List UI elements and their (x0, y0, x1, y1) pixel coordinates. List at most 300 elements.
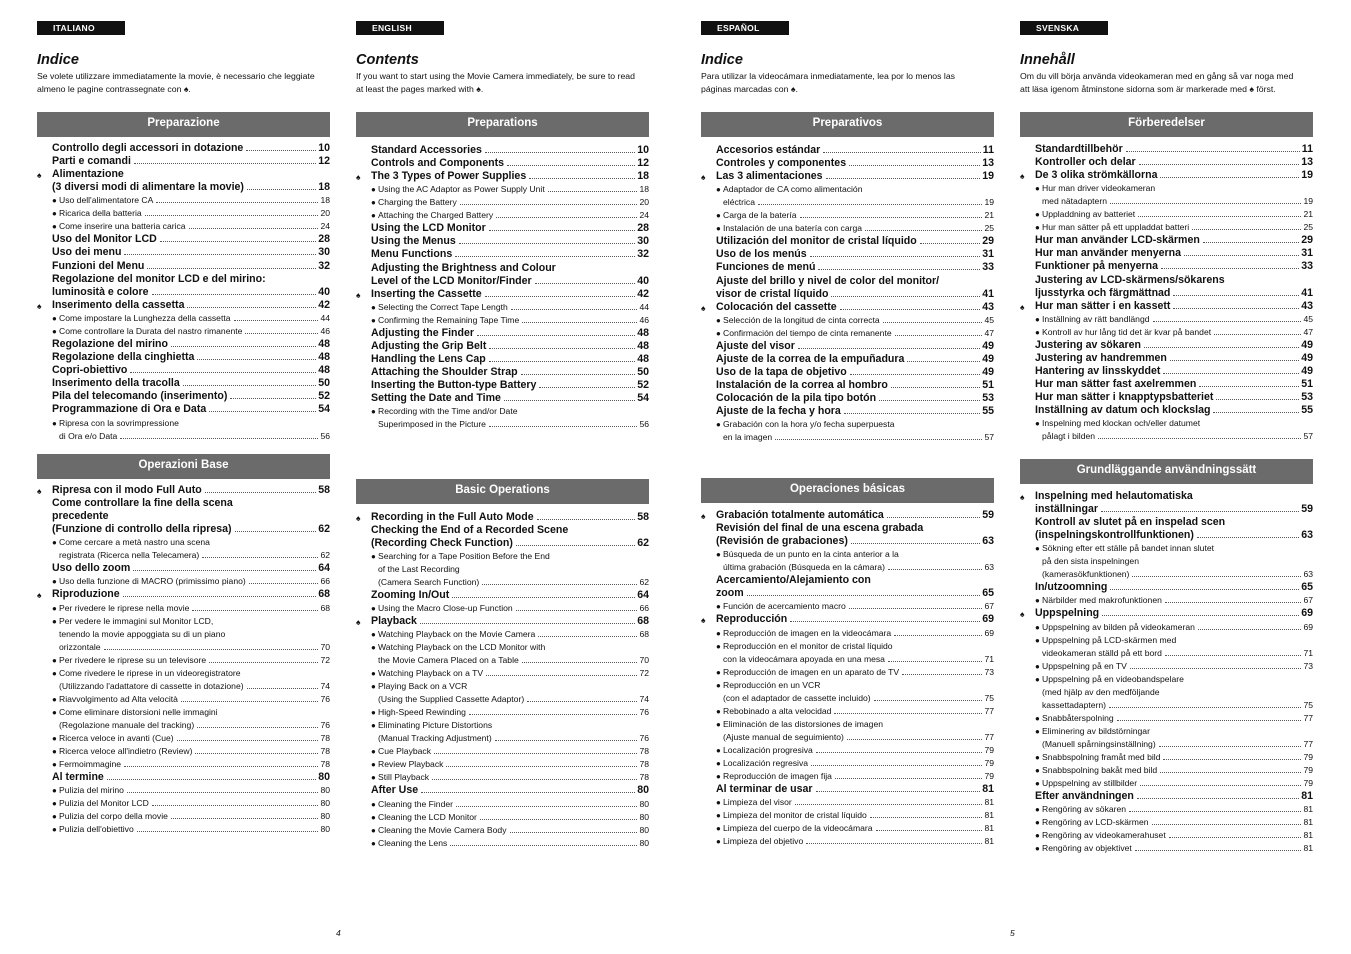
page-ref: 58 (318, 484, 330, 496)
toc-subentry (356, 706, 649, 719)
entry-text: Cleaning the Lens (378, 837, 448, 848)
bullet-icon: ● (716, 667, 721, 677)
bullet-icon: ● (1035, 817, 1040, 827)
page-ref: 67 (1303, 595, 1313, 606)
page-ref: 46 (320, 325, 330, 336)
dot-leader (894, 635, 982, 636)
toc-entry (701, 301, 994, 314)
page-ref: 80 (320, 823, 330, 834)
page-ref: 69 (1301, 607, 1313, 620)
bullet-icon: ● (1035, 778, 1040, 788)
bullet-icon: ● (371, 760, 376, 770)
page-ref: 11 (982, 144, 994, 156)
toc-subentry (701, 796, 994, 809)
toc-subentry (356, 628, 649, 641)
page-ref: 63 (1303, 569, 1313, 580)
dot-leader (811, 765, 982, 766)
dot-leader (1101, 511, 1299, 512)
toc-subentry (1020, 313, 1313, 326)
page-number-left: 4 (336, 928, 341, 938)
page-ref: 75 (1303, 699, 1313, 710)
page-ref: 64 (637, 589, 649, 602)
page-ref: 48 (318, 337, 330, 350)
entry-text: på den sista inspelningen (1042, 556, 1139, 567)
toc-subentry (701, 627, 994, 640)
entry-text: Uppspelning av bilden på videokameran (1042, 621, 1195, 632)
dot-leader (134, 163, 316, 164)
page-ref: 43 (1301, 299, 1313, 312)
entry-text: Checking the End of a Recorded Scene (371, 524, 569, 537)
page-ref: 50 (637, 366, 649, 379)
important-marker-icon: ♠ (1020, 301, 1025, 312)
bullet-icon: ● (716, 328, 721, 338)
dot-leader (810, 256, 981, 257)
dot-leader (171, 346, 316, 347)
toc-entry (37, 273, 330, 299)
toc-subentry (701, 835, 994, 848)
dot-leader (434, 753, 637, 754)
bullet-icon: ● (371, 315, 376, 325)
dot-leader (1153, 321, 1302, 322)
dot-leader (137, 831, 319, 832)
toc-entry (37, 168, 330, 194)
bullet-icon: ● (52, 824, 57, 834)
entry-text: Playing Back on a VCR (378, 681, 468, 692)
column-intro: Om du vill börja använda videokameran med en gång så var noga med att läsa igenom åtminstone sidorna som är markerade med ♠ först. (1020, 71, 1294, 95)
language-label: ENGLISH (356, 21, 444, 35)
entry-text: Eliminering av bildstörningar (1042, 725, 1150, 736)
page-ref: 78 (320, 758, 330, 769)
bullet-icon: ● (716, 706, 721, 716)
section-heading-operaciones-basicas: Operaciones básicas (701, 478, 994, 503)
entry-text: (kamerasökfunktionen) (1042, 569, 1130, 580)
entry-text: Cleaning the LCD Monitor (378, 811, 477, 822)
page-ref: 32 (637, 248, 649, 261)
toc-entry (1020, 339, 1313, 352)
dot-leader (145, 215, 319, 216)
dot-leader (887, 517, 980, 518)
page-ref: 18 (637, 170, 649, 183)
entry-text: Come rivedere le riprese in un videoregistratore (59, 667, 241, 678)
page-ref: 48 (318, 364, 330, 377)
entry-text: Pulizia del mirino (59, 784, 124, 795)
toc-subentry (701, 327, 994, 340)
toc-subentry (701, 209, 994, 222)
entry-text: Uppspelning på en TV (1042, 660, 1127, 671)
page-ref: 19 (984, 197, 994, 208)
bullet-icon: ● (371, 604, 376, 614)
dot-leader (156, 202, 318, 203)
section-heading-operazioni-base: Operazioni Base (37, 454, 330, 479)
dot-leader (197, 727, 318, 728)
entry-text: The 3 Types of Power Supplies (371, 170, 527, 183)
page-ref: 66 (639, 603, 649, 614)
entry-text: Pulizia del Monitor LCD (59, 797, 149, 808)
dot-leader (865, 230, 982, 231)
entry-text: (3 diversi modi di alimentare la movie) (52, 181, 244, 194)
dot-leader (539, 387, 635, 388)
entry-text: Reproducción de imagen fija (723, 770, 832, 781)
column-italiano (37, 18, 317, 96)
page-ref: 62 (318, 523, 330, 536)
toc-subentry (1020, 803, 1313, 816)
page-ref: 62 (320, 550, 330, 561)
dot-leader (835, 778, 983, 779)
page-ref: 32 (318, 259, 330, 272)
entry-text: Controllo degli accessori in dotazione (52, 142, 244, 154)
entry-text: Regolazione del mirino (52, 337, 168, 350)
entry-text: Reproducción de imagen en la videocámara (723, 627, 892, 638)
page-ref: 68 (637, 615, 649, 628)
column-title: Innehåll (1020, 52, 1075, 68)
dot-leader (495, 740, 638, 741)
page-ref: 78 (639, 759, 649, 770)
dot-leader (123, 596, 317, 597)
page-ref: 48 (637, 353, 649, 366)
page-ref: 76 (320, 693, 330, 704)
entry-text: (Manual Tracking Adjustment) (378, 733, 492, 744)
entry-text: Charging the Battery (378, 197, 457, 208)
entry-text: the Movie Camera Placed on a Table (378, 655, 519, 666)
page-ref: 18 (320, 195, 330, 206)
entry-text: Confirmación del tiempo de cinta remanente (723, 327, 892, 338)
dot-leader (489, 348, 635, 349)
page-ref: 41 (982, 287, 994, 300)
page-ref: 79 (984, 757, 994, 768)
bullet-icon: ● (716, 810, 721, 820)
bullet-icon: ● (52, 577, 57, 587)
page-ref: 80 (318, 770, 330, 783)
entry-text: (Manuell spårningsinställning) (1042, 738, 1156, 749)
toc-subentry (356, 680, 649, 706)
bullet-icon: ● (371, 669, 376, 679)
toc-entry (356, 327, 649, 340)
entry-text: Come eliminare distorsioni nelle immagini (59, 706, 218, 717)
bullet-icon: ● (52, 707, 57, 717)
bullet-icon: ● (1035, 544, 1040, 554)
entry-text: Reproducción en un VCR (723, 679, 821, 690)
toc-entry (356, 353, 649, 366)
page-ref: 46 (639, 314, 649, 325)
bullet-icon: ● (1035, 635, 1040, 645)
dot-leader (920, 243, 980, 244)
page-ref: 33 (982, 261, 994, 274)
page-ref: 80 (637, 784, 649, 797)
toc-subentry (37, 797, 330, 810)
toc-subentry (701, 809, 994, 822)
page-ref: 80 (320, 810, 330, 821)
page-ref: 80 (639, 798, 649, 809)
bullet-icon: ● (716, 185, 721, 195)
entry-text: Rengöring av sökaren (1042, 803, 1127, 814)
entry-text: Limpieza del visor (723, 796, 792, 807)
dot-leader (1138, 216, 1301, 217)
toc-entry (701, 509, 994, 522)
toc-entry (356, 589, 649, 602)
toc-subentry (701, 640, 994, 666)
page-ref: 30 (318, 246, 330, 259)
entry-text: Reproducción de imagen en un aparato de TV (723, 666, 900, 677)
dot-leader (850, 374, 981, 375)
toc-subentry (356, 745, 649, 758)
page-ref: 11 (1301, 143, 1313, 155)
dot-leader (459, 243, 635, 244)
dot-leader (1144, 347, 1299, 348)
toc-entry (701, 157, 994, 170)
dot-leader (1165, 602, 1302, 603)
page-ref: 18 (318, 181, 330, 194)
page-ref: 81 (984, 835, 994, 846)
entry-text: Localización progresiva (723, 744, 813, 755)
toc-subentry (37, 325, 330, 338)
bullet-icon: ● (716, 797, 721, 807)
bullet-icon: ● (716, 315, 721, 325)
toc-subentry (356, 183, 649, 196)
entry-text: Las 3 alimentaciones (716, 170, 823, 183)
entry-text: Snabbåterspolning (1042, 712, 1114, 723)
bullet-icon: ● (716, 211, 721, 221)
page-ref: 59 (1301, 503, 1313, 516)
dot-leader (1163, 373, 1299, 374)
toc-entry (701, 275, 994, 301)
page-ref: 76 (320, 719, 330, 730)
entry-text: Acercamiento/Alejamiento con (716, 574, 871, 587)
toc-subentry (356, 667, 649, 680)
toc-subentry (356, 811, 649, 824)
dot-leader (879, 400, 980, 401)
bullet-icon: ● (716, 628, 721, 638)
dot-leader (840, 309, 981, 310)
dot-leader (104, 649, 319, 650)
toc-entry (701, 340, 994, 353)
dot-leader (895, 335, 983, 336)
toc-entry (356, 511, 649, 524)
bullet-icon: ● (52, 326, 57, 336)
dot-leader (107, 779, 316, 780)
important-marker-icon: ♠ (701, 302, 706, 313)
toc-entry (356, 144, 649, 157)
entry-text: Handling the Lens Cap (371, 353, 486, 366)
entry-text: Hur man sätter i en kassett (1035, 299, 1171, 312)
page-ref: 77 (1303, 712, 1313, 723)
toc-entry (1020, 391, 1313, 404)
dot-leader (522, 662, 638, 663)
entry-text: Fermoimmagine (59, 758, 122, 769)
page-ref: 78 (320, 745, 330, 756)
toc-entry (1020, 247, 1313, 260)
page-ref: 29 (982, 235, 994, 248)
dot-leader (230, 398, 316, 399)
entry-text: (Ajuste manual de seguimiento) (723, 731, 844, 742)
dot-leader (507, 165, 635, 166)
entry-text: Per vedere le immagini sul Monitor LCD, (59, 615, 214, 626)
page-ref: 80 (639, 811, 649, 822)
entry-text: Review Playback (378, 759, 444, 770)
dot-leader (1199, 386, 1299, 387)
entry-text: tenendo la movie appoggiata su di un piano (59, 628, 226, 639)
page-ref: 78 (639, 746, 649, 757)
bullet-icon: ● (716, 823, 721, 833)
toc-subentry (1020, 417, 1313, 443)
dot-leader (1169, 837, 1302, 838)
important-marker-icon: ♠ (37, 300, 42, 311)
important-marker-icon: ♠ (37, 486, 42, 496)
bullet-icon: ● (1035, 713, 1040, 723)
entry-text: pålagt i bilden (1042, 431, 1096, 442)
dot-leader (189, 228, 319, 229)
dot-leader (197, 359, 316, 360)
entry-text: Kontroll av hur lång tid det är kvar på bandet (1042, 326, 1212, 337)
dot-leader (790, 621, 980, 622)
page-ref: 10 (637, 144, 649, 156)
toc-subentry (37, 536, 330, 562)
entry-text: Utilización del monitor de cristal líquido (716, 235, 917, 248)
toc-subentry (701, 705, 994, 718)
entry-text: Regolazione del monitor LCD e del mirino: (52, 272, 266, 285)
entry-text: Riproduzione (52, 588, 120, 601)
entry-text: Colocación del cassette (716, 300, 837, 313)
page-ref: 69 (1303, 621, 1313, 632)
toc-subentry (37, 417, 330, 443)
entry-text: di Ora e/o Data (59, 430, 118, 441)
entry-text: Inspelning med helautomatiska (1035, 490, 1193, 502)
dot-leader (844, 413, 980, 414)
entry-text: Ajuste del brillo y nivel de color del monitor/ (716, 274, 940, 287)
toc-entry (1020, 516, 1313, 542)
bullet-icon: ● (371, 708, 376, 718)
page-ref: 42 (318, 298, 330, 311)
entry-text: Attaching the Charged Battery (378, 210, 494, 221)
important-marker-icon: ♠ (701, 172, 706, 183)
entry-text: Playback (371, 615, 417, 628)
toc-subentry (37, 823, 330, 836)
toc-entry (701, 261, 994, 274)
page-ref: 49 (982, 339, 994, 352)
column-title: Indice (37, 52, 79, 68)
dot-leader (1198, 629, 1302, 630)
bullet-icon: ● (371, 552, 376, 562)
bullet-icon: ● (716, 420, 721, 430)
toc-entry (37, 562, 330, 575)
dot-leader (775, 439, 982, 440)
entry-text: Colocación de la pila tipo botón (716, 392, 877, 405)
entry-text: Come impostare la Lunghezza della cassetta (59, 312, 231, 323)
toc-entry (37, 588, 330, 601)
dot-leader (902, 674, 982, 675)
toc-entry (1020, 607, 1313, 620)
important-marker-icon: ♠ (1020, 492, 1025, 502)
page-ref: 81 (982, 782, 994, 795)
dot-leader (847, 739, 983, 740)
toc-entry (701, 366, 994, 379)
entry-text: Hantering av linsskyddet (1035, 365, 1161, 378)
page-ref: 10 (318, 142, 330, 154)
toc-entry (37, 771, 330, 784)
bullet-icon: ● (371, 682, 376, 692)
dot-leader (446, 766, 637, 767)
toc-entry (701, 522, 994, 548)
toc-subentry (1020, 208, 1313, 221)
important-marker-icon: ♠ (1020, 609, 1025, 620)
dot-leader (1098, 438, 1301, 439)
entry-text: luminosità e colore (52, 285, 149, 298)
toc-subentry (37, 575, 330, 588)
entry-text: (med hjälp av den medföljande (1042, 686, 1160, 697)
bullet-icon: ● (371, 643, 376, 653)
page-ref: 44 (320, 312, 330, 323)
entry-text: of the Last Recording (378, 564, 460, 575)
language-label: ESPAÑOL (701, 21, 789, 35)
page-ref: 52 (318, 390, 330, 403)
page-ref: 69 (982, 613, 994, 626)
dot-leader (1152, 824, 1302, 825)
entry-text: Inställning av datum och klockslag (1035, 404, 1211, 417)
entry-text: Justering av LCD-skärmens/sökarens (1035, 273, 1225, 286)
toc-subentry (1020, 634, 1313, 660)
toc-list (701, 509, 994, 848)
toc-entry (356, 524, 649, 550)
toc-entry (701, 574, 994, 600)
page-ref: 68 (318, 588, 330, 601)
bullet-icon: ● (371, 825, 376, 835)
entry-text: Riavvolgimento ad Alta velocità (59, 693, 178, 704)
toc-entry (1020, 378, 1313, 391)
page-ref: 71 (984, 653, 994, 664)
language-label: ITALIANO (37, 21, 125, 35)
entry-text: Per rivedere le riprese su un televisore (59, 654, 207, 665)
page-ref: 81 (984, 822, 994, 833)
entry-text: Reproducción en el monitor de cristal líquido (723, 640, 893, 651)
entry-text: Limpieza del monitor de cristal líquido (723, 809, 867, 820)
toc-subentry (701, 418, 994, 444)
important-marker-icon: ♠ (356, 172, 361, 183)
bullet-icon: ● (1035, 843, 1040, 853)
entry-text: Uppladdning av batteriet (1042, 209, 1136, 220)
page-ref: 51 (982, 379, 994, 392)
bullet-icon: ● (52, 616, 57, 626)
toc-subentry (1020, 182, 1313, 208)
page-ref: 48 (637, 326, 649, 339)
toc-entry (356, 366, 649, 379)
dot-leader (160, 241, 316, 242)
toc-subentry (37, 194, 330, 207)
dot-leader (477, 335, 635, 336)
dot-leader (195, 753, 318, 754)
toc-subentry (356, 641, 649, 667)
toc-subentry (37, 732, 330, 745)
entry-text: Standard Accessories (371, 144, 482, 156)
toc-subentry (1020, 751, 1313, 764)
dot-leader (1165, 655, 1302, 656)
page-ref: 21 (1303, 209, 1313, 220)
entry-text: Adjusting the Brightness and Colour (371, 261, 556, 274)
entry-text: Ricarica della batteria (59, 208, 142, 219)
toc-entry (356, 392, 649, 405)
page-ref: 73 (984, 666, 994, 677)
entry-text: Uso della funzione di MACRO (primissimo piano) (59, 576, 246, 587)
dot-leader (234, 320, 319, 321)
entry-text: Uso de los menús (716, 248, 807, 261)
toc-subentry (37, 667, 330, 693)
toc-subentry (356, 314, 649, 327)
page-ref: 13 (982, 157, 994, 170)
dot-leader (823, 152, 981, 153)
dot-leader (177, 740, 319, 741)
dot-leader (124, 766, 318, 767)
page-ref: 53 (982, 392, 994, 405)
page-ref: 63 (1301, 529, 1313, 542)
important-marker-icon: ♠ (37, 170, 42, 181)
